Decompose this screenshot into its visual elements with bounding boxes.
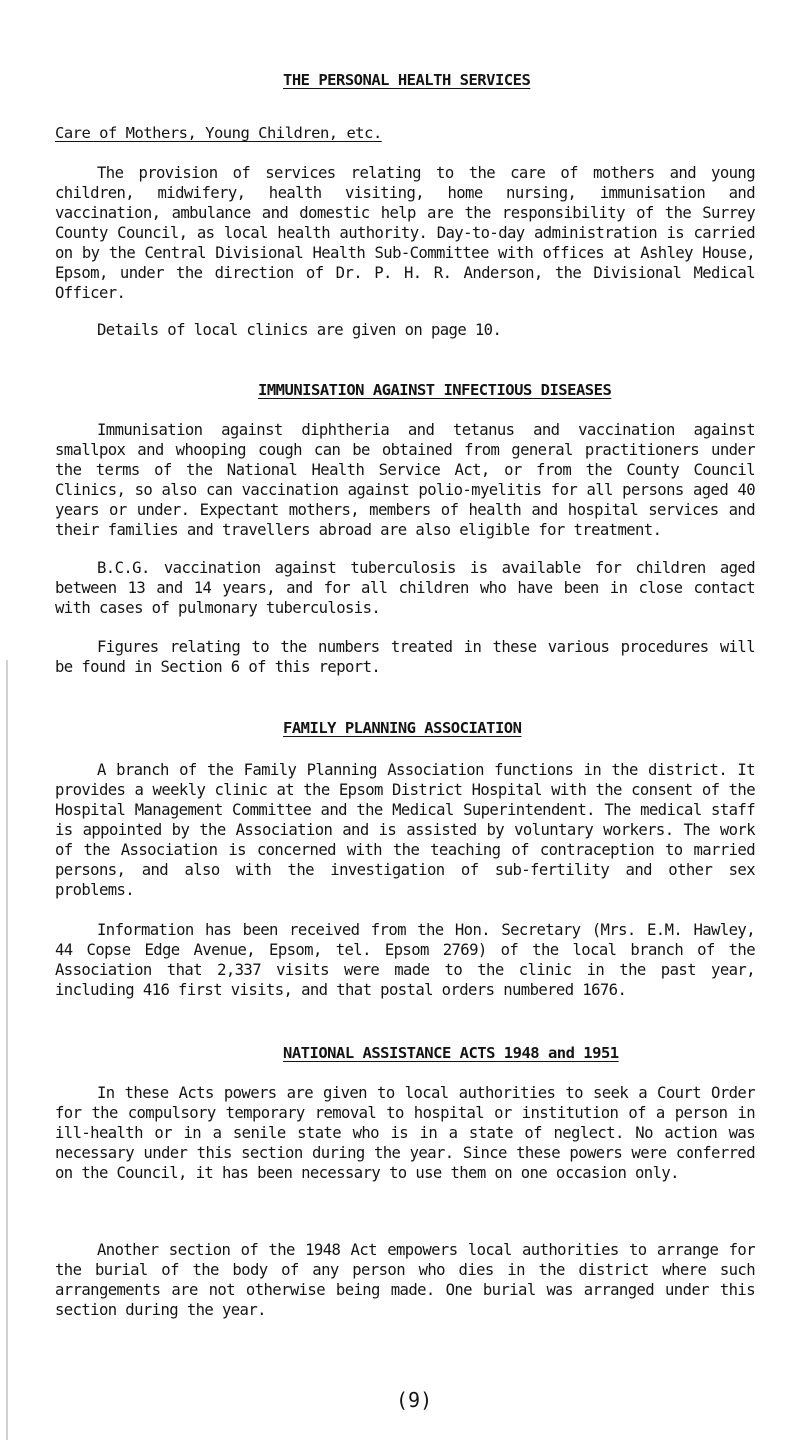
paragraph-family-planning-1: A branch of the Family Planning Association functions in the district. It provides a weekly clinic at the Epsom District Hospital with the consent of the Hospital Management Committee and the Medical Superintendent. The medical staff is appointed by the Association and is assisted by voluntary workers. The work of the Association is concerned with the teaching of contraception to married persons, and also with the investigation of sub-fertility and other sex problems. — [55, 761, 755, 899]
paragraph-care-of-mothers-2: Details of local clinics are given on page 10. — [97, 321, 502, 339]
paragraph-national-assistance-1: In these Acts powers are given to local authorities to seek a Court Order for the compulsory temporary removal to hospital or institution of a person in ill-health or in a senile state who is in a state of neglect. No action was necessary under this section during the year. Since these powers were conferred on the Council, it has been necessary to use them on one occasion only. — [55, 1084, 755, 1182]
page-title: THE PERSONAL HEALTH SERVICES — [283, 71, 531, 89]
paragraph-family-planning-2: Information has been received from the Hon. Secretary (Mrs. E.M. Hawley, 44 Copse Edge Avenue, Epsom, tel. Epsom 2769) of the local branch of the Association that 2,337 visits were made to the clinic in the past year, including 416 first visits, and that postal orders numbered 1676. — [55, 921, 755, 999]
paragraph-care-of-mothers-1: The provision of services relating to the care of mothers and young children, midwifery, health visiting, home nursing, immunisation and vaccination, ambulance and domestic help are the responsibility of the Surrey County Council, as local health authority. Day-to-day administration is carried on by the Central Divisional Health Sub-Committee with offices at Ashley House, Epsom, under the direction of Dr. P. H. R. Anderson, the Divisional Medical Officer. — [55, 164, 755, 302]
page-number: (9) — [396, 1388, 433, 1412]
section-heading-immunisation: IMMUNISATION AGAINST INFECTIOUS DISEASES — [258, 381, 612, 399]
paragraph-national-assistance-2: Another section of the 1948 Act empowers local authorities to arrange for the burial of the body of any person who dies in the district where such arrangements are not otherwise being made. One burial was arranged under this section during the year. — [55, 1241, 755, 1319]
scan-margin-line — [6, 660, 8, 1440]
section-heading-national-assistance: NATIONAL ASSISTANCE ACTS 1948 and 1951 — [283, 1044, 619, 1062]
paragraph-immunisation-3: Figures relating to the numbers treated in these various procedures will be found in Section 6 of this report. — [55, 638, 755, 676]
section-heading-care-of-mothers: Care of Mothers, Young Children, etc. — [55, 124, 382, 142]
paragraph-immunisation-1: Immunisation against diphtheria and tetanus and vaccination against smallpox and whooping cough can be obtained from general practitioners under the terms of the National Health Service Act, or from the County Council Clinics, so also can vaccination against polio-myelitis for all persons aged 40 years or under. Expectant mothers, members of health and hospital services and their families and travellers abroad are also eligible for treatment. — [55, 421, 755, 539]
section-heading-family-planning: FAMILY PLANNING ASSOCIATION — [283, 719, 522, 737]
paragraph-immunisation-2: B.C.G. vaccination against tuberculosis is available for children aged between 13 and 14 years, and for all children who have been in close contact with cases of pulmonary tuberculosis. — [55, 559, 755, 617]
